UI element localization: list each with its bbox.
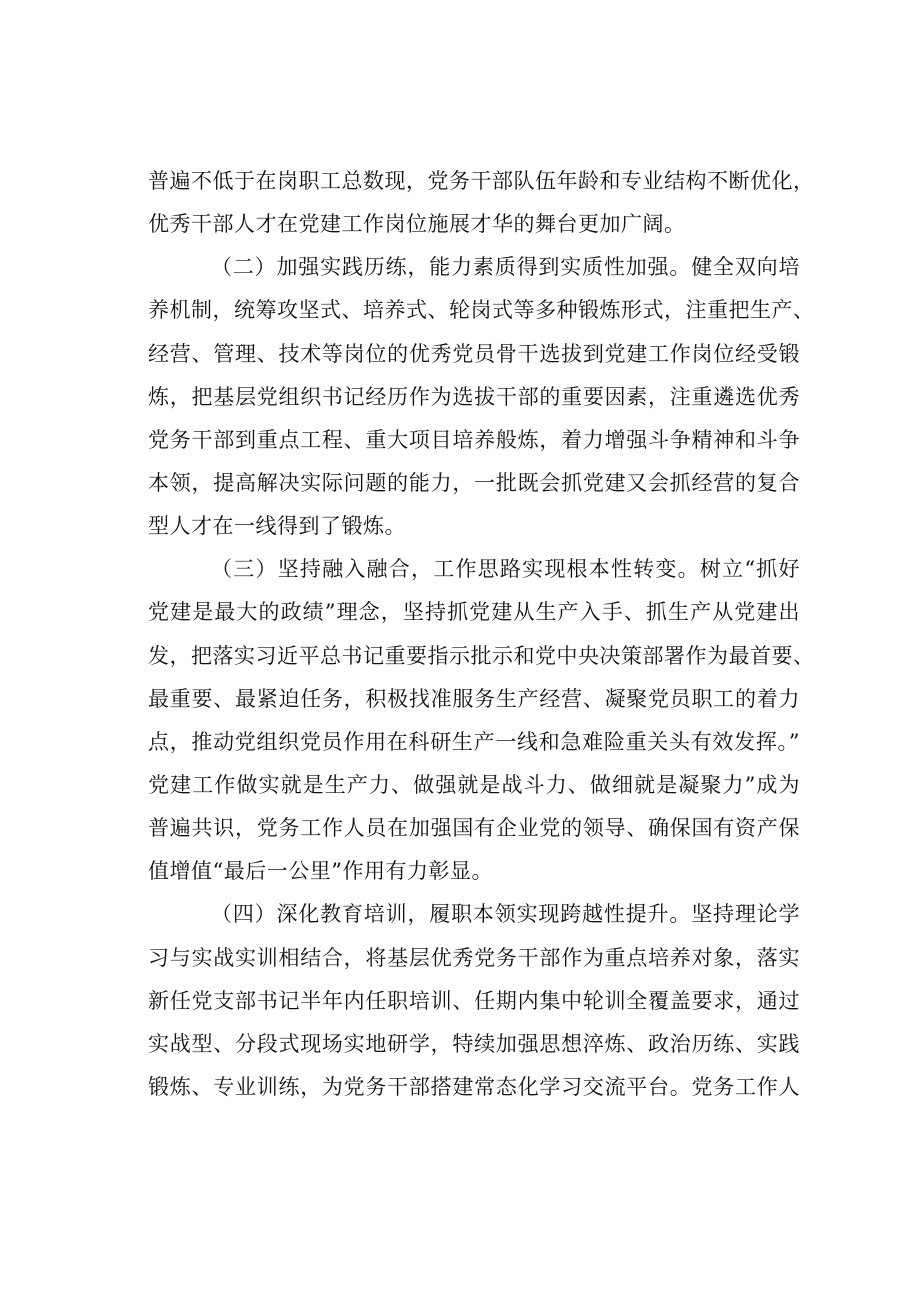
paragraph-heading-line: （四）深化教育培训，履职本领实现跨越性提升。坚持理论学: [211, 902, 800, 927]
text-line: 党务干部到重点工程、重大项目培养般炼，着力增强斗争精神和斗争: [148, 427, 800, 452]
text-line: 本领，提高解决实际问题的能力，一批既会抓党建又会抓经营的复合: [148, 470, 800, 495]
text-line: 新任党支部书记半年内任职培训、任期内集中轮训全覆盖要求，通过: [148, 988, 800, 1013]
document-body: [148, 160, 815, 1109]
text-line: 习与实战实训相结合，将基层优秀党务干部作为重点培养对象，落实: [148, 945, 800, 970]
text-line: 实战型、分段式现场实地研学，特续加强思想淬炼、政治历练、实践: [148, 1031, 800, 1056]
text-line: 炼，把基层党组织书记经历作为选拔干部的重要因素，注重遴选优秀: [148, 384, 800, 409]
text-line: 党建工作做实就是生产力、做强就是战斗力、做细就是凝聚力”成为: [148, 772, 800, 797]
text-line: 普遍不低于在岗职工总数现，党务干部队伍年龄和专业结构不断优化，: [148, 169, 815, 193]
text-line: 锻炼、专业训练，为党务干部搭建常态化学习交流平台。党务工作人: [148, 1074, 800, 1099]
text-line: 点，推动党组织党员作用在科研生产一线和急难险重关头有效发挥。”: [148, 729, 800, 754]
text-line: 最重要、最紧迫任务，积极找准服务生产经营、凝聚党员职工的着力: [148, 686, 800, 711]
text-line: 优秀干部人才在党建工作岗位施展才华的舞台更加广阔。: [148, 212, 686, 237]
text-line: 发，把落实习近平总书记重要指示批示和党中央决策部署作为最首要、: [148, 643, 815, 668]
paragraph-heading-line: （三）坚持融入融合，工作思路实现根本性转变。树立“抓好: [211, 557, 800, 582]
paragraph-heading-line: （二）加强实践历练，能力素质得到实质性加强。健全双向培: [211, 255, 800, 280]
text-line: 党建是最大的政绩”理念，坚持抓党建从生产入手、抓生产从党建出: [148, 600, 800, 625]
text-line: 经营、管理、技术等岗位的优秀党员骨干选拔到党建工作岗位经受锻: [148, 341, 800, 366]
text-line: 养机制，统筹攻坚式、培养式、轮岗式等多种锻炼形式，注重把生产、: [148, 298, 815, 323]
text-line: 普遍共识，党务工作人员在加强国有企业党的领导、确保国有资产保: [148, 816, 800, 841]
text-line: 值增值“最后一公里”作用有力彰显。: [148, 859, 493, 884]
text-line: 型人才在一线得到了锻炼。: [148, 514, 406, 539]
